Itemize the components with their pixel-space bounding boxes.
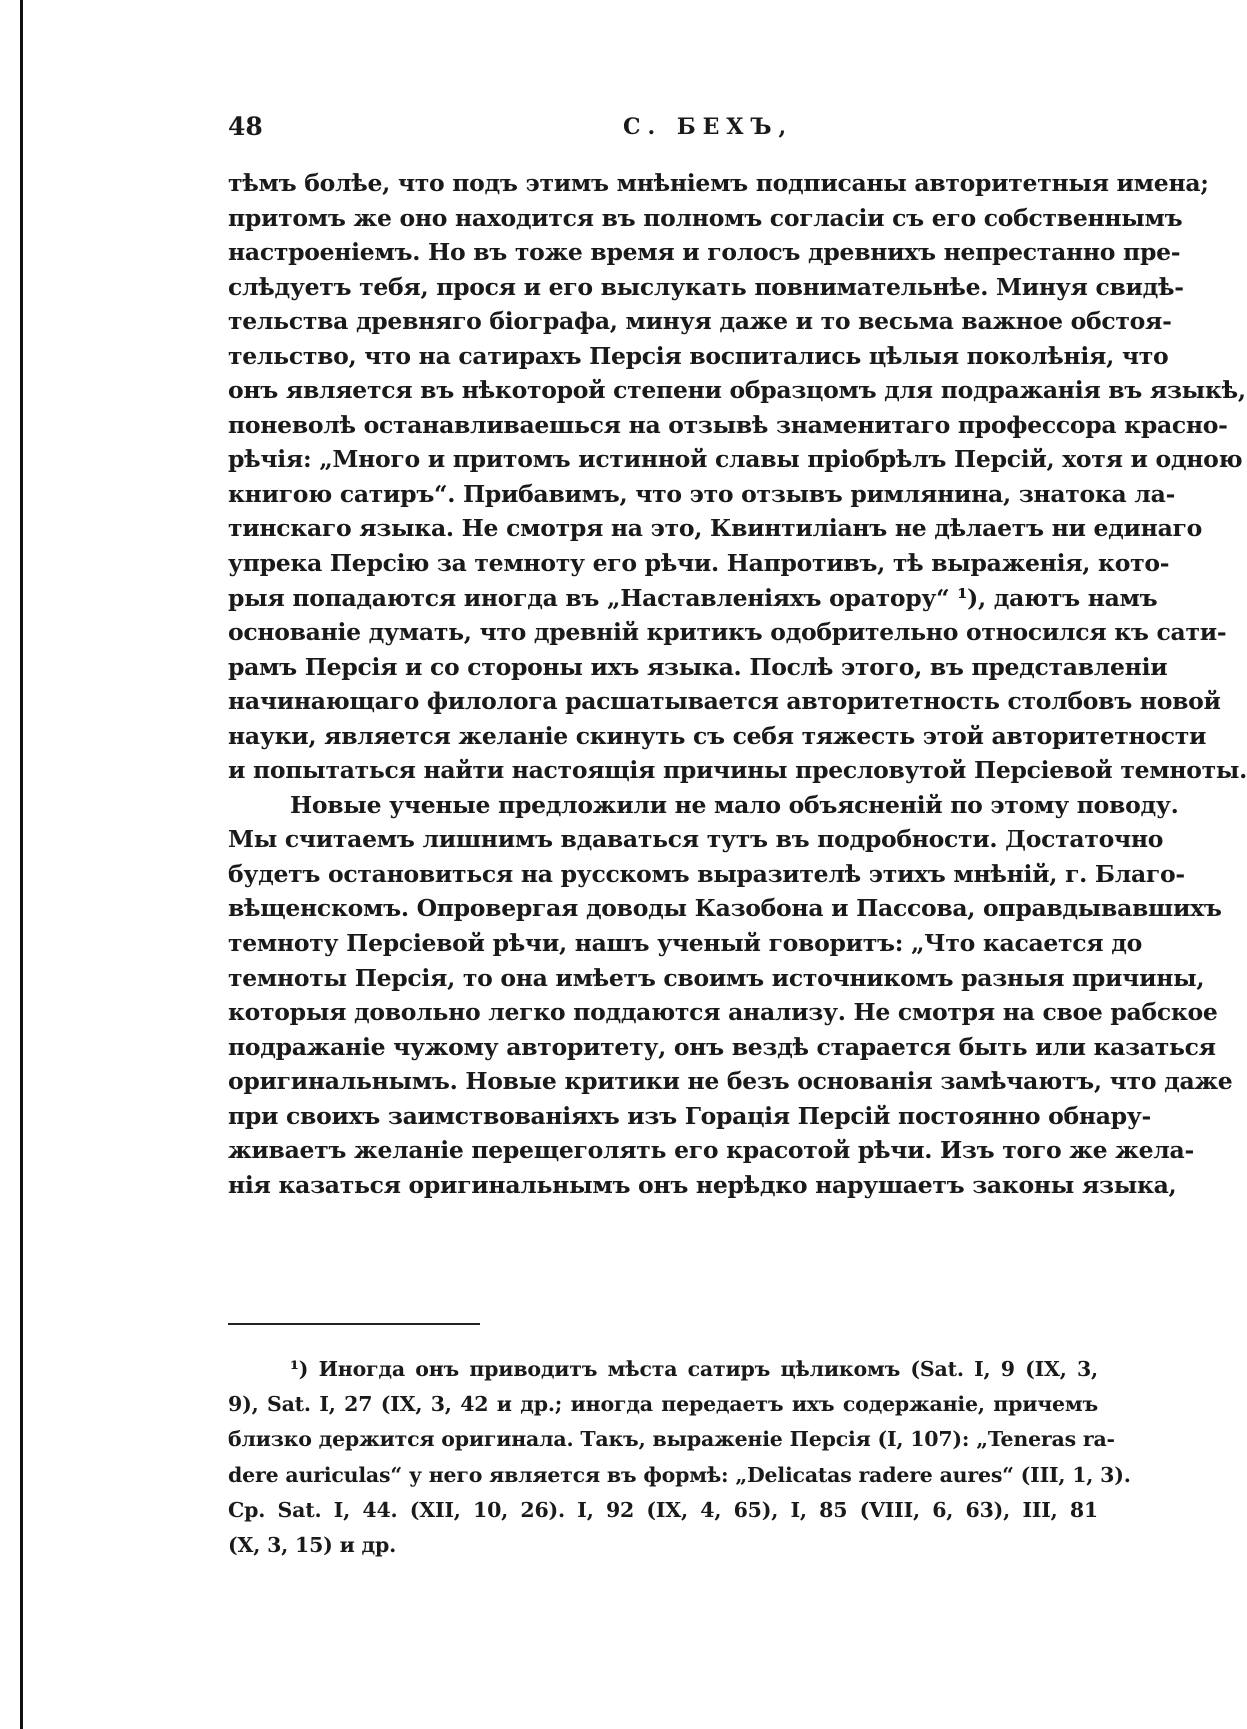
- text-line: подражаніе чужому авторитету, онъ вездѣ старается быть или казаться: [228, 1032, 1216, 1061]
- text-line: рамъ Персія и со стороны ихъ языка. Послѣ этого, въ представленіи: [228, 652, 1168, 681]
- text-line: основаніе думать, что древній критикъ одобрительно относился къ сати-: [228, 618, 1227, 647]
- text-line: Мы считаемъ лишнимъ вдаваться тутъ въ подробности. Достаточно: [228, 825, 1164, 854]
- running-head: С. БЕХЪ,: [623, 114, 794, 140]
- footnotes: [228, 1352, 1131, 1563]
- footnote-line: dere auriculas“ у него является въ формѣ: „Delicatas radere aures“ (III, 1, 3).: [228, 1462, 1131, 1487]
- page-number: 48: [228, 112, 263, 141]
- text-line: тинскаго языка. Не смотря на это, Квинтиліанъ не дѣлаетъ ни единаго: [228, 514, 1202, 543]
- text-line: темноты Персія, то она имѣетъ своимъ источникомъ разныя причины,: [228, 963, 1205, 992]
- text-line: притомъ же оно находится въ полномъ согласіи съ его собственнымъ: [228, 203, 1183, 232]
- text-line: начинающаго филолога расшатывается авторитетность столбовъ новой: [228, 687, 1221, 716]
- footnote-line: 9), Sat. I, 27 (IX, 3, 42 и др.; иногда передаетъ ихъ содержаніе, причемъ: [228, 1392, 1098, 1417]
- text-line: рыя попадаются иногда въ „Наставленіяхъ оратору“ ¹), даютъ намъ: [228, 583, 1158, 612]
- body-text: [228, 166, 1247, 1202]
- text-line: нія казаться оригинальнымъ онъ нерѣдко нарушаетъ законы языка,: [228, 1170, 1177, 1199]
- text-line: живаетъ желаніе перещеголять его красотой рѣчи. Изъ того же жела-: [228, 1136, 1194, 1165]
- text-line: тельства древняго біографа, минуя даже и то весьма важное обстоя-: [228, 307, 1172, 336]
- text-line: вѣщенскомъ. Опровергая доводы Казобона и Пассова, оправдывавшихъ: [228, 894, 1222, 923]
- text-line: будетъ остановиться на русскомъ выразителѣ этихъ мнѣній, г. Благо-: [228, 859, 1185, 888]
- text-line: настроеніемъ. Но въ тоже время и голосъ древнихъ непрестанно пре-: [228, 238, 1181, 267]
- text-line: Новые ученые предложили не мало объясненій по этому поводу.: [290, 790, 1179, 819]
- page-header: [228, 112, 1098, 152]
- footnote-line: (X, 3, 15) и др.: [228, 1532, 397, 1557]
- text-line: книгою сатиръ“. Прибавимъ, что это отзывъ римлянина, знатока ла-: [228, 479, 1176, 508]
- text-line: тельство, что на сатирахъ Персія воспитались цѣлыя поколѣнія, что: [228, 341, 1169, 370]
- text-line: поневолѣ останавливаешься на отзывѣ знаменитаго профессора красно-: [228, 410, 1228, 439]
- text-line: тѣмъ болѣе, что подъ этимъ мнѣніемъ подписаны авторитетныя имена;: [228, 169, 1209, 197]
- text-line: упрека Персію за темноту его рѣчи. Напротивъ, тѣ выраженія, кото-: [228, 549, 1170, 578]
- footnote-divider: [228, 1323, 480, 1325]
- scan-edge-line: [20, 0, 23, 1729]
- footnote-line: близко держится оригинала. Такъ, выраженіе Персія (I, 107): „Teneras ra-: [228, 1427, 1115, 1452]
- text-line: рѣчія: „Много и притомъ истинной славы пріобрѣлъ Персій, хотя и одною: [228, 445, 1243, 474]
- text-line: темноту Персіевой рѣчи, нашъ ученый говоритъ: „Что касается до: [228, 929, 1142, 958]
- footnote-line: Cp. Sat. I, 44. (XII, 10, 26). I, 92 (IX, 4, 65), I, 85 (VIII, 6, 63), III, 81: [228, 1497, 1098, 1522]
- footnote-line: ¹) Иногда онъ приводитъ мѣста сатиръ цѣликомъ (Sat. I, 9 (IX, 3,: [290, 1357, 1098, 1381]
- text-line: при своихъ заимствованіяхъ изъ Горація Персій постоянно обнару-: [228, 1101, 1151, 1130]
- text-line: слѣдуетъ тебя, прося и его выслукать повнимательнѣе. Минуя свидѣ-: [228, 272, 1184, 301]
- text-line: которыя довольно легко поддаются анализу. Не смотря на свое рабское: [228, 998, 1218, 1027]
- text-line: онъ является въ нѣкоторой степени образцомъ для подражанія въ языкѣ,: [228, 376, 1246, 405]
- text-line: науки, является желаніе скинуть съ себя тяжесть этой авторитетности: [228, 721, 1207, 750]
- text-line: и попытаться найти настоящія причины пресловутой Персіевой темноты.: [228, 756, 1247, 785]
- text-line: оригинальнымъ. Новые критики не безъ основанія замѣчаютъ, что даже: [228, 1067, 1233, 1096]
